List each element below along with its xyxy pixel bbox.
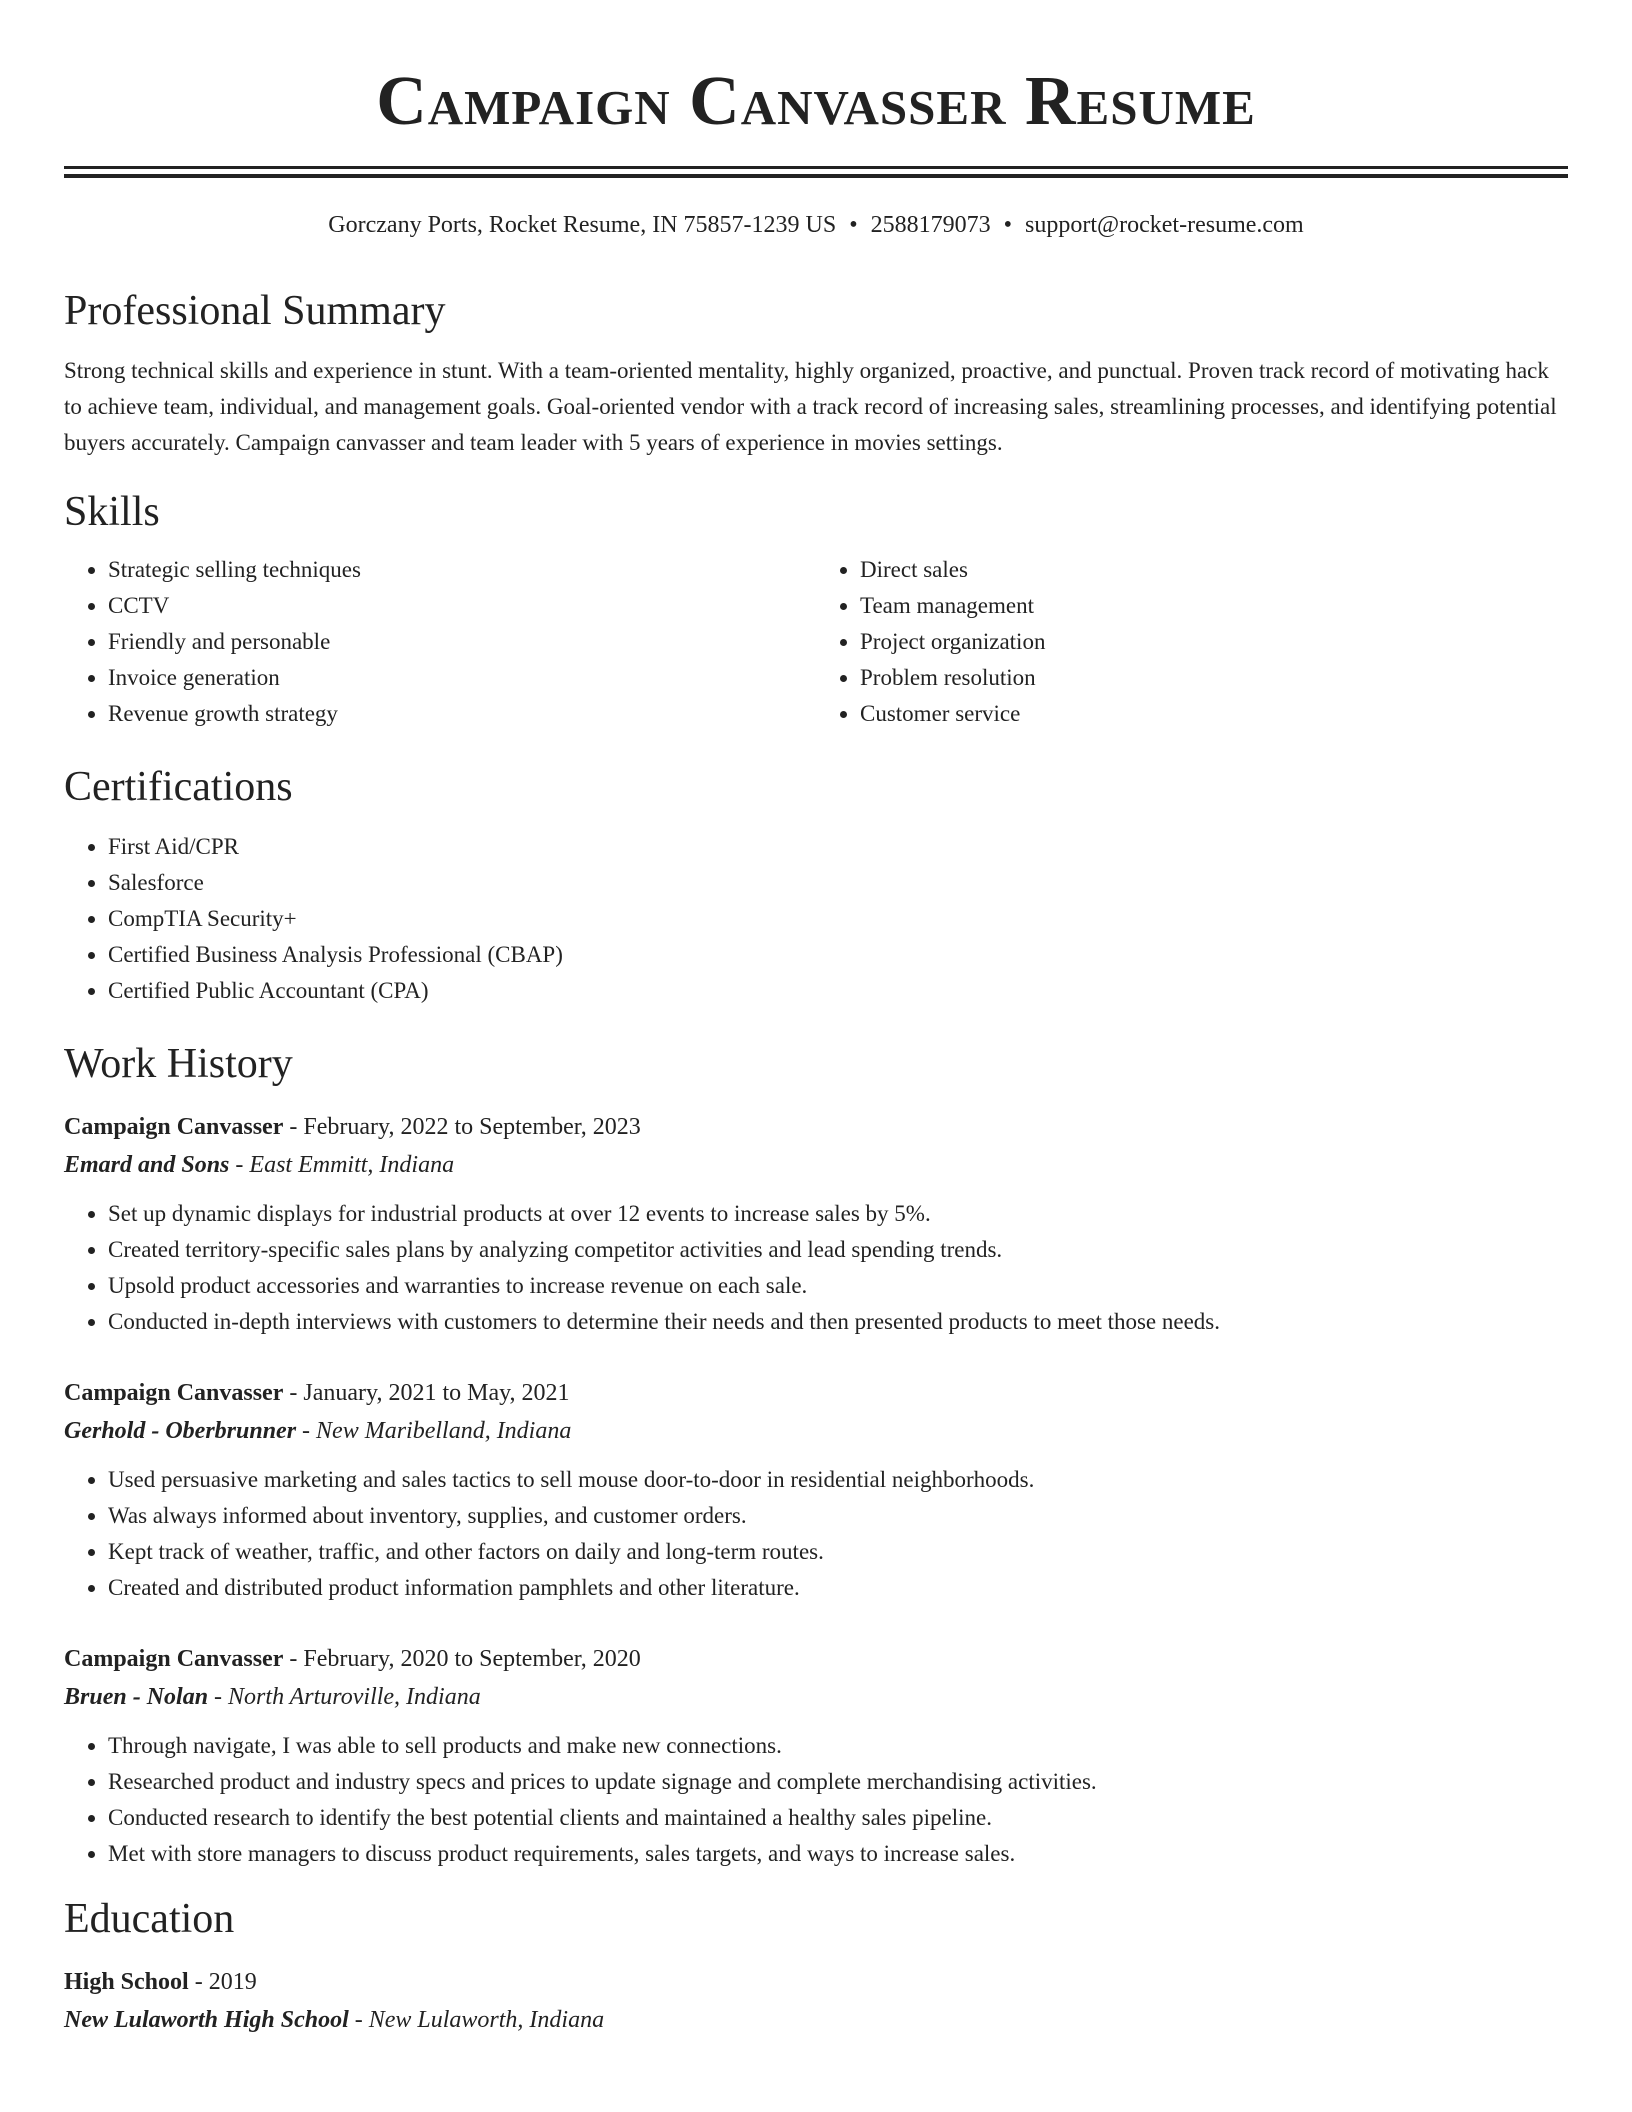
education-degree-line (64, 1963, 1568, 2001)
summary-heading: Professional Summary (64, 288, 446, 334)
dash: - (283, 1380, 304, 1406)
dash: - (348, 2007, 369, 2033)
skills-columns (64, 552, 1568, 732)
contact-separator: • (1003, 212, 1013, 238)
certification-item: • Certified Public Accountant (CPA) (108, 973, 1568, 1009)
job-bullet: • Through navigate, I was able to sell products and make new connections. (108, 1728, 1568, 1764)
certifications-heading: Certifications (64, 764, 293, 810)
job-company: Emard and Sons (64, 1152, 230, 1178)
dash: - (208, 1684, 229, 1710)
title-divider (64, 166, 1568, 178)
contact-line (64, 210, 1568, 240)
job-entry (64, 1640, 1568, 1872)
certification-item: • CompTIA Security+ (108, 901, 1568, 937)
education-school: New Lulaworth High School (64, 2007, 349, 2033)
education-location: New Lulaworth, Indiana (368, 2007, 605, 2033)
job-dates: February, 2020 to September, 2020 (303, 1646, 641, 1672)
job-bullet: • Used persuasive marketing and sales tactics to sell mouse door-to-door in residential neighborhoods. (108, 1462, 1568, 1498)
job-company: Gerhold - Oberbrunner (64, 1418, 297, 1444)
job-dates: February, 2022 to September, 2023 (303, 1114, 641, 1140)
job-bullets (64, 1462, 1568, 1606)
job-bullet: • Upsold product accessories and warranties to increase revenue on each sale. (108, 1268, 1568, 1304)
certification-item: • Certified Business Analysis Professional (CBAP) (108, 937, 1568, 973)
job-title-line (64, 1374, 1568, 1412)
job-dates: January, 2021 to May, 2021 (303, 1380, 570, 1406)
job-bullets (64, 1196, 1568, 1340)
dash: - (283, 1114, 304, 1140)
job-bullet: • Conducted in-depth interviews with customers to determine their needs and then presented products to meet those needs. (108, 1304, 1568, 1340)
dash: - (229, 1152, 250, 1178)
contact-address: Gorczany Ports, Rocket Resume, IN 75857-1239 US (328, 212, 837, 238)
education-year: 2019 (208, 1969, 257, 1995)
job-location: North Arturoville, Indiana (228, 1684, 481, 1710)
skill-item: • CCTV (108, 588, 816, 624)
job-company-line (64, 1412, 1568, 1450)
job-role: Campaign Canvasser (64, 1114, 284, 1140)
skill-item: • Invoice generation (108, 660, 816, 696)
job-bullet: • Met with store managers to discuss product requirements, sales targets, and ways to increase sales. (108, 1836, 1568, 1872)
education-school-line (64, 2001, 1568, 2039)
skill-item: • Revenue growth strategy (108, 696, 816, 732)
certification-item: • Salesforce (108, 865, 1568, 901)
job-title-line (64, 1108, 1568, 1146)
education-degree: High School (64, 1969, 189, 1995)
skill-item: • Friendly and personable (108, 624, 816, 660)
resume-title: Campaign Canvasser Resume (376, 63, 1256, 140)
summary-text: Strong technical skills and experience in stunt. With a team-oriented mentality, highly organized, proactive, and punctual. Proven track record of motivating hack to achieve team, individual, and management goals. Goal-oriented vendor with a track record of increasing sales, streamlining processes, and identifying potential buyers accurately. Campaign canvasser and team leader with 5 years of experience in movies settings. (64, 358, 1557, 455)
job-location: New Maribelland, Indiana (316, 1418, 572, 1444)
dash: - (283, 1646, 304, 1672)
job-bullet: • Researched product and industry specs and prices to update signage and complete merchandising activities. (108, 1764, 1568, 1800)
education-heading: Education (64, 1896, 235, 1942)
job-company-line (64, 1678, 1568, 1716)
work-history-heading: Work History (64, 1041, 293, 1087)
education-entry (64, 1963, 1568, 2039)
job-bullet: • Kept track of weather, traffic, and other factors on daily and long-term routes. (108, 1534, 1568, 1570)
skills-list-left (64, 552, 816, 732)
skill-item: • Team management (860, 588, 1568, 624)
job-entry (64, 1374, 1568, 1606)
job-bullets (64, 1728, 1568, 1872)
certifications-list (64, 829, 1568, 1009)
skill-item: • Project organization (860, 624, 1568, 660)
job-title-line (64, 1640, 1568, 1678)
job-company: Bruen - Nolan (64, 1684, 209, 1710)
contact-email[interactable]: support@rocket-resume.com (1025, 212, 1304, 238)
skill-item: • Strategic selling techniques (108, 552, 816, 588)
skill-item: • Problem resolution (860, 660, 1568, 696)
dash: - (188, 1969, 209, 1995)
skills-heading: Skills (64, 489, 160, 535)
job-bullet: • Created territory-specific sales plans by analyzing competitor activities and lead spending trends. (108, 1232, 1568, 1268)
certification-item: • First Aid/CPR (108, 829, 1568, 865)
job-bullet: • Was always informed about inventory, supplies, and customer orders. (108, 1498, 1568, 1534)
skill-item: • Customer service (860, 696, 1568, 732)
job-bullet: • Conducted research to identify the best potential clients and maintained a healthy sales pipeline. (108, 1800, 1568, 1836)
contact-separator: • (849, 212, 858, 238)
job-company-line (64, 1146, 1568, 1184)
job-bullet: • Set up dynamic displays for industrial products at over 12 events to increase sales by 5%. (108, 1196, 1568, 1232)
job-entry (64, 1108, 1568, 1340)
contact-phone: 2588179073 (870, 212, 991, 238)
dash: - (296, 1418, 317, 1444)
job-role: Campaign Canvasser (64, 1380, 284, 1406)
skill-item: • Direct sales (860, 552, 1568, 588)
job-location: East Emmitt, Indiana (249, 1152, 455, 1178)
job-bullet: • Created and distributed product information pamphlets and other literature. (108, 1570, 1568, 1606)
job-role: Campaign Canvasser (64, 1646, 284, 1672)
skills-list-right (816, 552, 1568, 732)
